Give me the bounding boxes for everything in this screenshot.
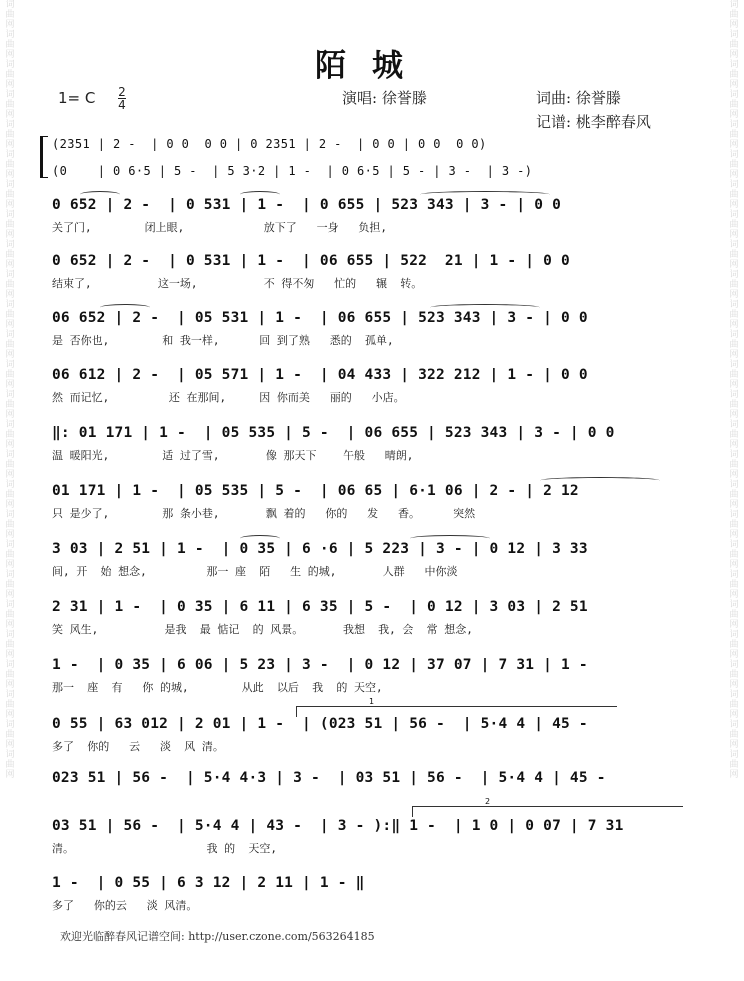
- volta-second-ending: [412, 797, 683, 817]
- key-label: 1= C: [58, 89, 96, 107]
- lyric-line-12: 清。 我 的 天空,: [52, 842, 277, 855]
- footer-link-text: 欢迎光临醉春风记谱空间: http://user.czone.com/563264185: [60, 930, 375, 943]
- lyric-line-1: 关了门, 闭上眼, 放下了 一身 负担,: [52, 221, 388, 234]
- lyric-line-8: 笑 风生, 是我 最 惦记 的 风景。 我想 我, 会 常 想念,: [52, 623, 473, 636]
- watermark-left: 词曲网词曲网词曲网词曲网词曲网词曲网词曲网词曲网词曲网词曲网词曲网词曲网词曲网词曲网词曲网词曲网词曲网词曲网词曲网词曲网词曲网词曲网词曲网词曲网词曲网词曲网: [5, 0, 15, 780]
- volta-2-label: 2: [485, 797, 491, 806]
- slur-mark: [80, 191, 120, 198]
- lyric-line-9: 那一 座 有 你 的城, 从此 以后 我 的 天空,: [52, 681, 383, 694]
- intro-line-1: (2351 | 2 - | 0 0 0 0 | 0 2351 | 2 - | 0 0 | 0 0 0 0): [52, 137, 487, 151]
- watermark-right: 词曲网词曲网词曲网词曲网词曲网词曲网词曲网词曲网词曲网词曲网词曲网词曲网词曲网词曲网词曲网词曲网词曲网词曲网词曲网词曲网词曲网词曲网词曲网词曲网词曲网词曲网: [729, 0, 739, 780]
- song-title: 陌城: [315, 48, 429, 84]
- lyric-line-5: 温 暖阳光, 适 过了雪, 像 那天下 午般 晴朗,: [52, 449, 414, 462]
- slur-mark: [240, 535, 280, 542]
- slur-mark: [430, 304, 540, 311]
- notation-line-2: 0 652 | 2 - | 0 531 | 1 - | 06 655 | 522 21 | 1 - | 0 0: [52, 253, 570, 269]
- key-signature: [58, 86, 126, 111]
- slur-mark: [100, 304, 150, 311]
- notation-line-9: 1 - | 0 35 | 6 06 | 5 23 | 3 - | 0 12 | 37 07 | 7 31 | 1 -: [52, 657, 588, 673]
- slur-mark: [240, 191, 280, 198]
- time-signature: [118, 86, 126, 111]
- lyric-line-10: 多了 你的 云 淡 风 清。: [52, 740, 224, 753]
- notation-line-10: 0 55 | 63 012 | 2 01 | 1 - | (023 51 | 56 - | 5·4 4 | 45 -: [52, 716, 588, 732]
- notation-line-1: 0 652 | 2 - | 0 531 | 1 - | 0 655 | 523 343 | 3 - | 0 0: [52, 197, 561, 213]
- notation-line-3: 06 652 | 2 - | 05 531 | 1 - | 06 655 | 523 343 | 3 - | 0 0: [52, 310, 588, 326]
- notation-line-8: 2 31 | 1 - | 0 35 | 6 11 | 6 35 | 5 - | 0 12 | 3 03 | 2 51: [52, 599, 588, 615]
- notation-line-13: 1 - | 0 55 | 6 3 12 | 2 11 | 1 - ‖: [52, 875, 365, 891]
- lyric-line-6: 只 是少了, 那 条小巷, 飘 着的 你的 发 香。 突然: [52, 507, 476, 520]
- notation-line-11: 023 51 | 56 - | 5·4 4·3 | 3 - | 03 51 | 56 - | 5·4 4 | 45 -: [52, 770, 606, 786]
- composer-credit: 词曲: 徐誉滕: [536, 89, 621, 107]
- notation-line-7: 3 03 | 2 51 | 1 - | 0 35 | 6 ·6 | 5 223 | 3 - | 0 12 | 3 33: [52, 541, 588, 557]
- intro-line-2: (0 | 0 6·5 | 5 - | 5 3·2 | 1 - | 0 6·5 | 5 - | 3 - | 3 -): [52, 164, 533, 178]
- lyric-line-2: 结束了, 这一场, 不 得不匆 忙的 辗 转。: [52, 277, 423, 290]
- meter-top: 2: [118, 85, 126, 99]
- singer-credit: 演唱: 徐誉滕: [342, 89, 427, 107]
- transcriber-credit: 记谱: 桃李醉春风: [536, 113, 651, 131]
- notation-line-6: 01 171 | 1 - | 05 535 | 5 - | 06 65 | 6·1 06 | 2 - | 2 12: [52, 483, 579, 499]
- volta-1-label: 1: [369, 697, 375, 706]
- meter-bottom: 4: [118, 98, 126, 112]
- lyric-line-13: 多了 你的云 淡 风清。: [52, 899, 198, 912]
- lyric-line-3: 是 否你也, 和 我一样, 回 到了熟 悉的 孤单,: [52, 334, 394, 347]
- slur-mark: [540, 477, 660, 484]
- slur-mark: [410, 535, 490, 542]
- notation-line-5: ‖: 01 171 | 1 - | 05 535 | 5 - | 06 655 | 523 343 | 3 - | 0 0: [52, 425, 615, 441]
- slur-mark: [420, 191, 550, 198]
- notation-line-4: 06 612 | 2 - | 05 571 | 1 - | 04 433 | 322 212 | 1 - | 0 0: [52, 367, 588, 383]
- intro-brace: [40, 136, 48, 178]
- notation-line-12: 03 51 | 56 - | 5·4 4 | 43 - | 3 - ):‖ 1 - | 1 0 | 0 07 | 7 31: [52, 818, 624, 834]
- lyric-line-7: 间, 开 始 想念, 那一 座 陌 生 的城, 人群 中你淡: [52, 565, 458, 578]
- lyric-line-4: 然 而记忆, 还 在那间, 因 你而美 丽的 小店。: [52, 391, 405, 404]
